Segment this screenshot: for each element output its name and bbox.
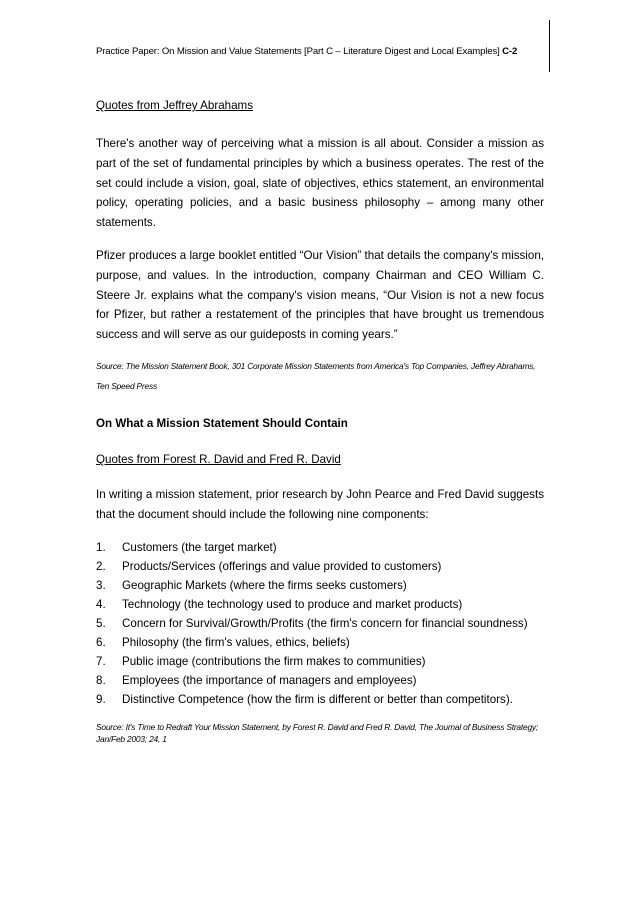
list-item-text: Geographic Markets (where the firms seeks customers)	[122, 578, 407, 592]
list-item	[96, 614, 544, 633]
source-citation-abrahams: Source: The Mission Statement Book, 301 Corporate Mission Statements from America's Top Companies, Jeffrey Abrahams, Ten Speed Press	[96, 360, 536, 391]
page-number: C-2	[502, 46, 518, 57]
paragraph-mission-principles: There's another way of perceiving what a mission is all about. Consider a mission as part of the set of fundamental principles by which a business operates. The rest of the set could include a vision, goal, slate of objectives, ethics statement, an environmental policy, operating policies, and a basic business philosophy – among many other statements.	[96, 137, 544, 230]
list-item	[96, 557, 544, 576]
list-item	[96, 652, 544, 671]
source-citation-david: Source: It's Time to Redraft Your Mission Statement, by Forest R. David and Fred R. David, The Journal of Business Strategy; Jan/Feb 2003; 24, 1	[96, 721, 539, 745]
list-item-text: Philosophy (the firm's values, ethics, beliefs)	[122, 635, 350, 649]
list-item-text: Concern for Survival/Growth/Profits (the firm's concern for financial soundness)	[122, 616, 528, 630]
list-item-number: 6.	[96, 635, 106, 649]
header-title: Practice Paper: On Mission and Value Statements [Part C – Literature Digest and Local Examples]	[96, 46, 500, 57]
page-content	[96, 96, 544, 746]
page-header	[96, 46, 541, 57]
list-item-text: Employees (the importance of managers and employees)	[122, 673, 417, 687]
list-item	[96, 633, 544, 652]
section-heading-abrahams: Quotes from Jeffrey Abrahams	[96, 99, 254, 112]
list-item	[96, 595, 544, 614]
list-item	[96, 690, 544, 709]
list-item-number: 2.	[96, 559, 106, 573]
list-item-text: Public image (contributions the firm makes to communities)	[122, 654, 426, 668]
list-item-number: 3.	[96, 578, 106, 592]
list-item-number: 4.	[96, 597, 106, 611]
list-item-number: 5.	[96, 616, 106, 630]
list-item-number: 1.	[96, 540, 106, 554]
components-list	[96, 538, 544, 709]
list-item-number: 8.	[96, 673, 106, 687]
list-item-text: Products/Services (offerings and value provided to customers)	[122, 559, 442, 573]
header-divider	[549, 20, 550, 72]
list-item-number: 9.	[96, 692, 106, 706]
list-item-text: Distinctive Competence (how the firm is different or better than competitors).	[122, 692, 513, 706]
list-item	[96, 671, 544, 690]
list-item	[96, 538, 544, 557]
paragraph-nine-components-intro: In writing a mission statement, prior research by John Pearce and Fred David suggests that the document should include the following nine components:	[96, 488, 544, 521]
list-item-text: Technology (the technology used to produce and market products)	[122, 597, 463, 611]
section-title-contents: On What a Mission Statement Should Contain	[96, 417, 348, 431]
list-item-text: Customers (the target market)	[122, 540, 277, 554]
paragraph-pfizer-vision: Pfizer produces a large booklet entitled “Our Vision” that details the company's mission, purpose, and values. In the introduction, company Chairman and CEO William C. Steere Jr. explains what the company's vision means, “Our Vision is not a new focus for Pfizer, but rather a restatement of the principles that have brought us tremendous success and will serve as our guideposts in coming years.”	[96, 248, 544, 342]
list-item-number: 7.	[96, 654, 106, 668]
list-item	[96, 576, 544, 595]
section-heading-david: Quotes from Forest R. David and Fred R. David	[96, 453, 341, 467]
